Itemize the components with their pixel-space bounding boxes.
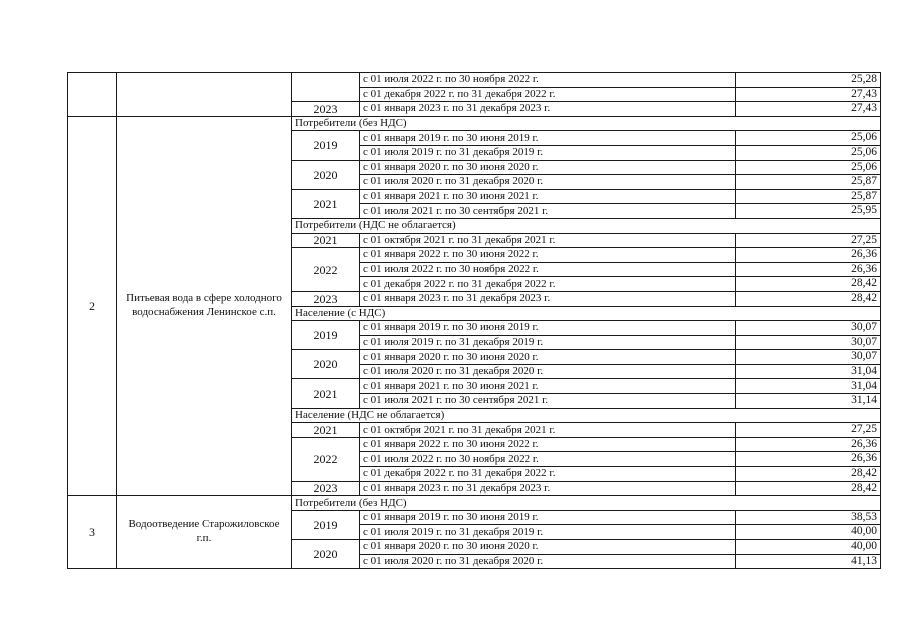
tariff-value-cell: 27,25 [736, 423, 881, 438]
period-cell: с 01 января 2023 г. по 31 декабря 2023 г. [360, 291, 736, 306]
period-cell: с 01 июля 2022 г. по 30 ноября 2022 г. [360, 452, 736, 467]
period-cell: с 01 января 2020 г. по 30 июня 2020 г. [360, 350, 736, 365]
section-3 [68, 496, 881, 569]
table-row [68, 73, 881, 88]
year-cell: 2023 [292, 481, 360, 496]
period-cell: с 01 января 2020 г. по 30 июня 2020 г. [360, 540, 736, 555]
period-cell: с 01 июля 2020 г. по 31 декабря 2020 г. [360, 175, 736, 190]
period-cell: с 01 января 2022 г. по 30 июня 2022 г. [360, 248, 736, 263]
tariff-value-cell: 30,07 [736, 321, 881, 336]
tariff-value-cell: 27,25 [736, 233, 881, 248]
year-cell: 2021 [292, 423, 360, 438]
tariff-value-cell: 25,95 [736, 204, 881, 219]
period-cell: с 01 января 2021 г. по 30 июня 2021 г. [360, 379, 736, 394]
year-cell [292, 73, 360, 102]
period-cell: с 01 июля 2019 г. по 31 декабря 2019 г. [360, 525, 736, 540]
tariff-value-cell: 38,53 [736, 510, 881, 525]
tariff-value-cell: 25,87 [736, 189, 881, 204]
period-cell: с 01 января 2023 г. по 31 декабря 2023 г. [360, 102, 736, 117]
tariff-value-cell: 25,06 [736, 145, 881, 160]
period-cell: с 01 июля 2019 г. по 31 декабря 2019 г. [360, 145, 736, 160]
period-cell: с 01 января 2019 г. по 30 июня 2019 г. [360, 321, 736, 336]
year-cell: 2021 [292, 379, 360, 408]
tariff-value-cell: 30,07 [736, 350, 881, 365]
tariff-table [67, 72, 881, 569]
tariff-value-cell: 40,00 [736, 525, 881, 540]
row-number-cell: 2 [68, 116, 117, 495]
period-cell: с 01 июля 2020 г. по 31 декабря 2020 г. [360, 364, 736, 379]
tariff-value-cell: 27,43 [736, 87, 881, 102]
tariff-value-cell: 25,06 [736, 131, 881, 146]
year-cell: 2020 [292, 160, 360, 189]
year-cell: 2019 [292, 510, 360, 539]
tariff-value-cell: 31,04 [736, 364, 881, 379]
year-cell: 2020 [292, 540, 360, 569]
tariff-value-cell: 40,00 [736, 540, 881, 555]
year-cell: 2023 [292, 291, 360, 306]
period-cell: с 01 декабря 2022 г. по 31 декабря 2022 г. [360, 87, 736, 102]
tariff-value-cell: 30,07 [736, 335, 881, 350]
consumer-group-label: Население (с НДС) [292, 306, 881, 321]
period-cell: с 01 января 2022 г. по 30 июня 2022 г. [360, 437, 736, 452]
period-cell: с 01 июля 2022 г. по 30 ноября 2022 г. [360, 262, 736, 277]
row-number-cell [68, 73, 117, 117]
tariff-value-cell: 26,36 [736, 452, 881, 467]
tariff-value-cell: 31,04 [736, 379, 881, 394]
year-cell: 2022 [292, 437, 360, 481]
period-cell: с 01 января 2021 г. по 30 июня 2021 г. [360, 189, 736, 204]
period-cell: с 01 июля 2021 г. по 30 сентября 2021 г. [360, 394, 736, 409]
tariff-value-cell: 26,36 [736, 248, 881, 263]
tariff-value-cell: 25,87 [736, 175, 881, 190]
service-cell: Питьевая вода в сфере холодного водоснабжения Ленинское с.п. [117, 116, 292, 495]
tariff-value-cell: 26,36 [736, 262, 881, 277]
service-cell: Водоотведение Старожиловское г.п. [117, 496, 292, 569]
section-2 [68, 116, 881, 495]
consumer-group-label: Потребители (НДС не облагается) [292, 218, 881, 233]
period-cell: с 01 октября 2021 г. по 31 декабря 2021 г. [360, 423, 736, 438]
group-header-row [68, 116, 881, 131]
consumer-group-label: Потребители (без НДС) [292, 496, 881, 511]
group-header-row [68, 496, 881, 511]
period-cell: с 01 июля 2019 г. по 31 декабря 2019 г. [360, 335, 736, 350]
service-cell [117, 73, 292, 117]
year-cell: 2021 [292, 189, 360, 218]
year-cell: 2019 [292, 321, 360, 350]
period-cell: с 01 июля 2022 г. по 30 ноября 2022 г. [360, 73, 736, 88]
tariff-value-cell: 26,36 [736, 437, 881, 452]
period-cell: с 01 января 2023 г. по 31 декабря 2023 г. [360, 481, 736, 496]
tariff-value-cell: 31,14 [736, 394, 881, 409]
period-cell: с 01 января 2019 г. по 30 июня 2019 г. [360, 510, 736, 525]
period-cell: с 01 декабря 2022 г. по 31 декабря 2022 г. [360, 467, 736, 482]
tariff-value-cell: 28,42 [736, 277, 881, 292]
row-number-cell: 3 [68, 496, 117, 569]
period-cell: с 01 января 2020 г. по 30 июня 2020 г. [360, 160, 736, 175]
consumer-group-label: Население (НДС не облагается) [292, 408, 881, 423]
period-cell: с 01 июля 2020 г. по 31 декабря 2020 г. [360, 554, 736, 569]
consumer-group-label: Потребители (без НДС) [292, 116, 881, 131]
tariff-value-cell: 27,43 [736, 102, 881, 117]
tariff-value-cell: 25,06 [736, 160, 881, 175]
year-cell: 2023 [292, 102, 360, 117]
tariff-value-cell: 28,42 [736, 291, 881, 306]
year-cell: 2021 [292, 233, 360, 248]
tariff-value-cell: 28,42 [736, 481, 881, 496]
tariff-value-cell: 41,13 [736, 554, 881, 569]
period-cell: с 01 октября 2021 г. по 31 декабря 2021 г. [360, 233, 736, 248]
year-cell: 2020 [292, 350, 360, 379]
tariff-value-cell: 28,42 [736, 467, 881, 482]
period-cell: с 01 июля 2021 г. по 30 сентября 2021 г. [360, 204, 736, 219]
period-cell: с 01 января 2019 г. по 30 июня 2019 г. [360, 131, 736, 146]
year-cell: 2019 [292, 131, 360, 160]
year-cell: 2022 [292, 248, 360, 292]
period-cell: с 01 декабря 2022 г. по 31 декабря 2022 г. [360, 277, 736, 292]
tariff-value-cell: 25,28 [736, 73, 881, 88]
